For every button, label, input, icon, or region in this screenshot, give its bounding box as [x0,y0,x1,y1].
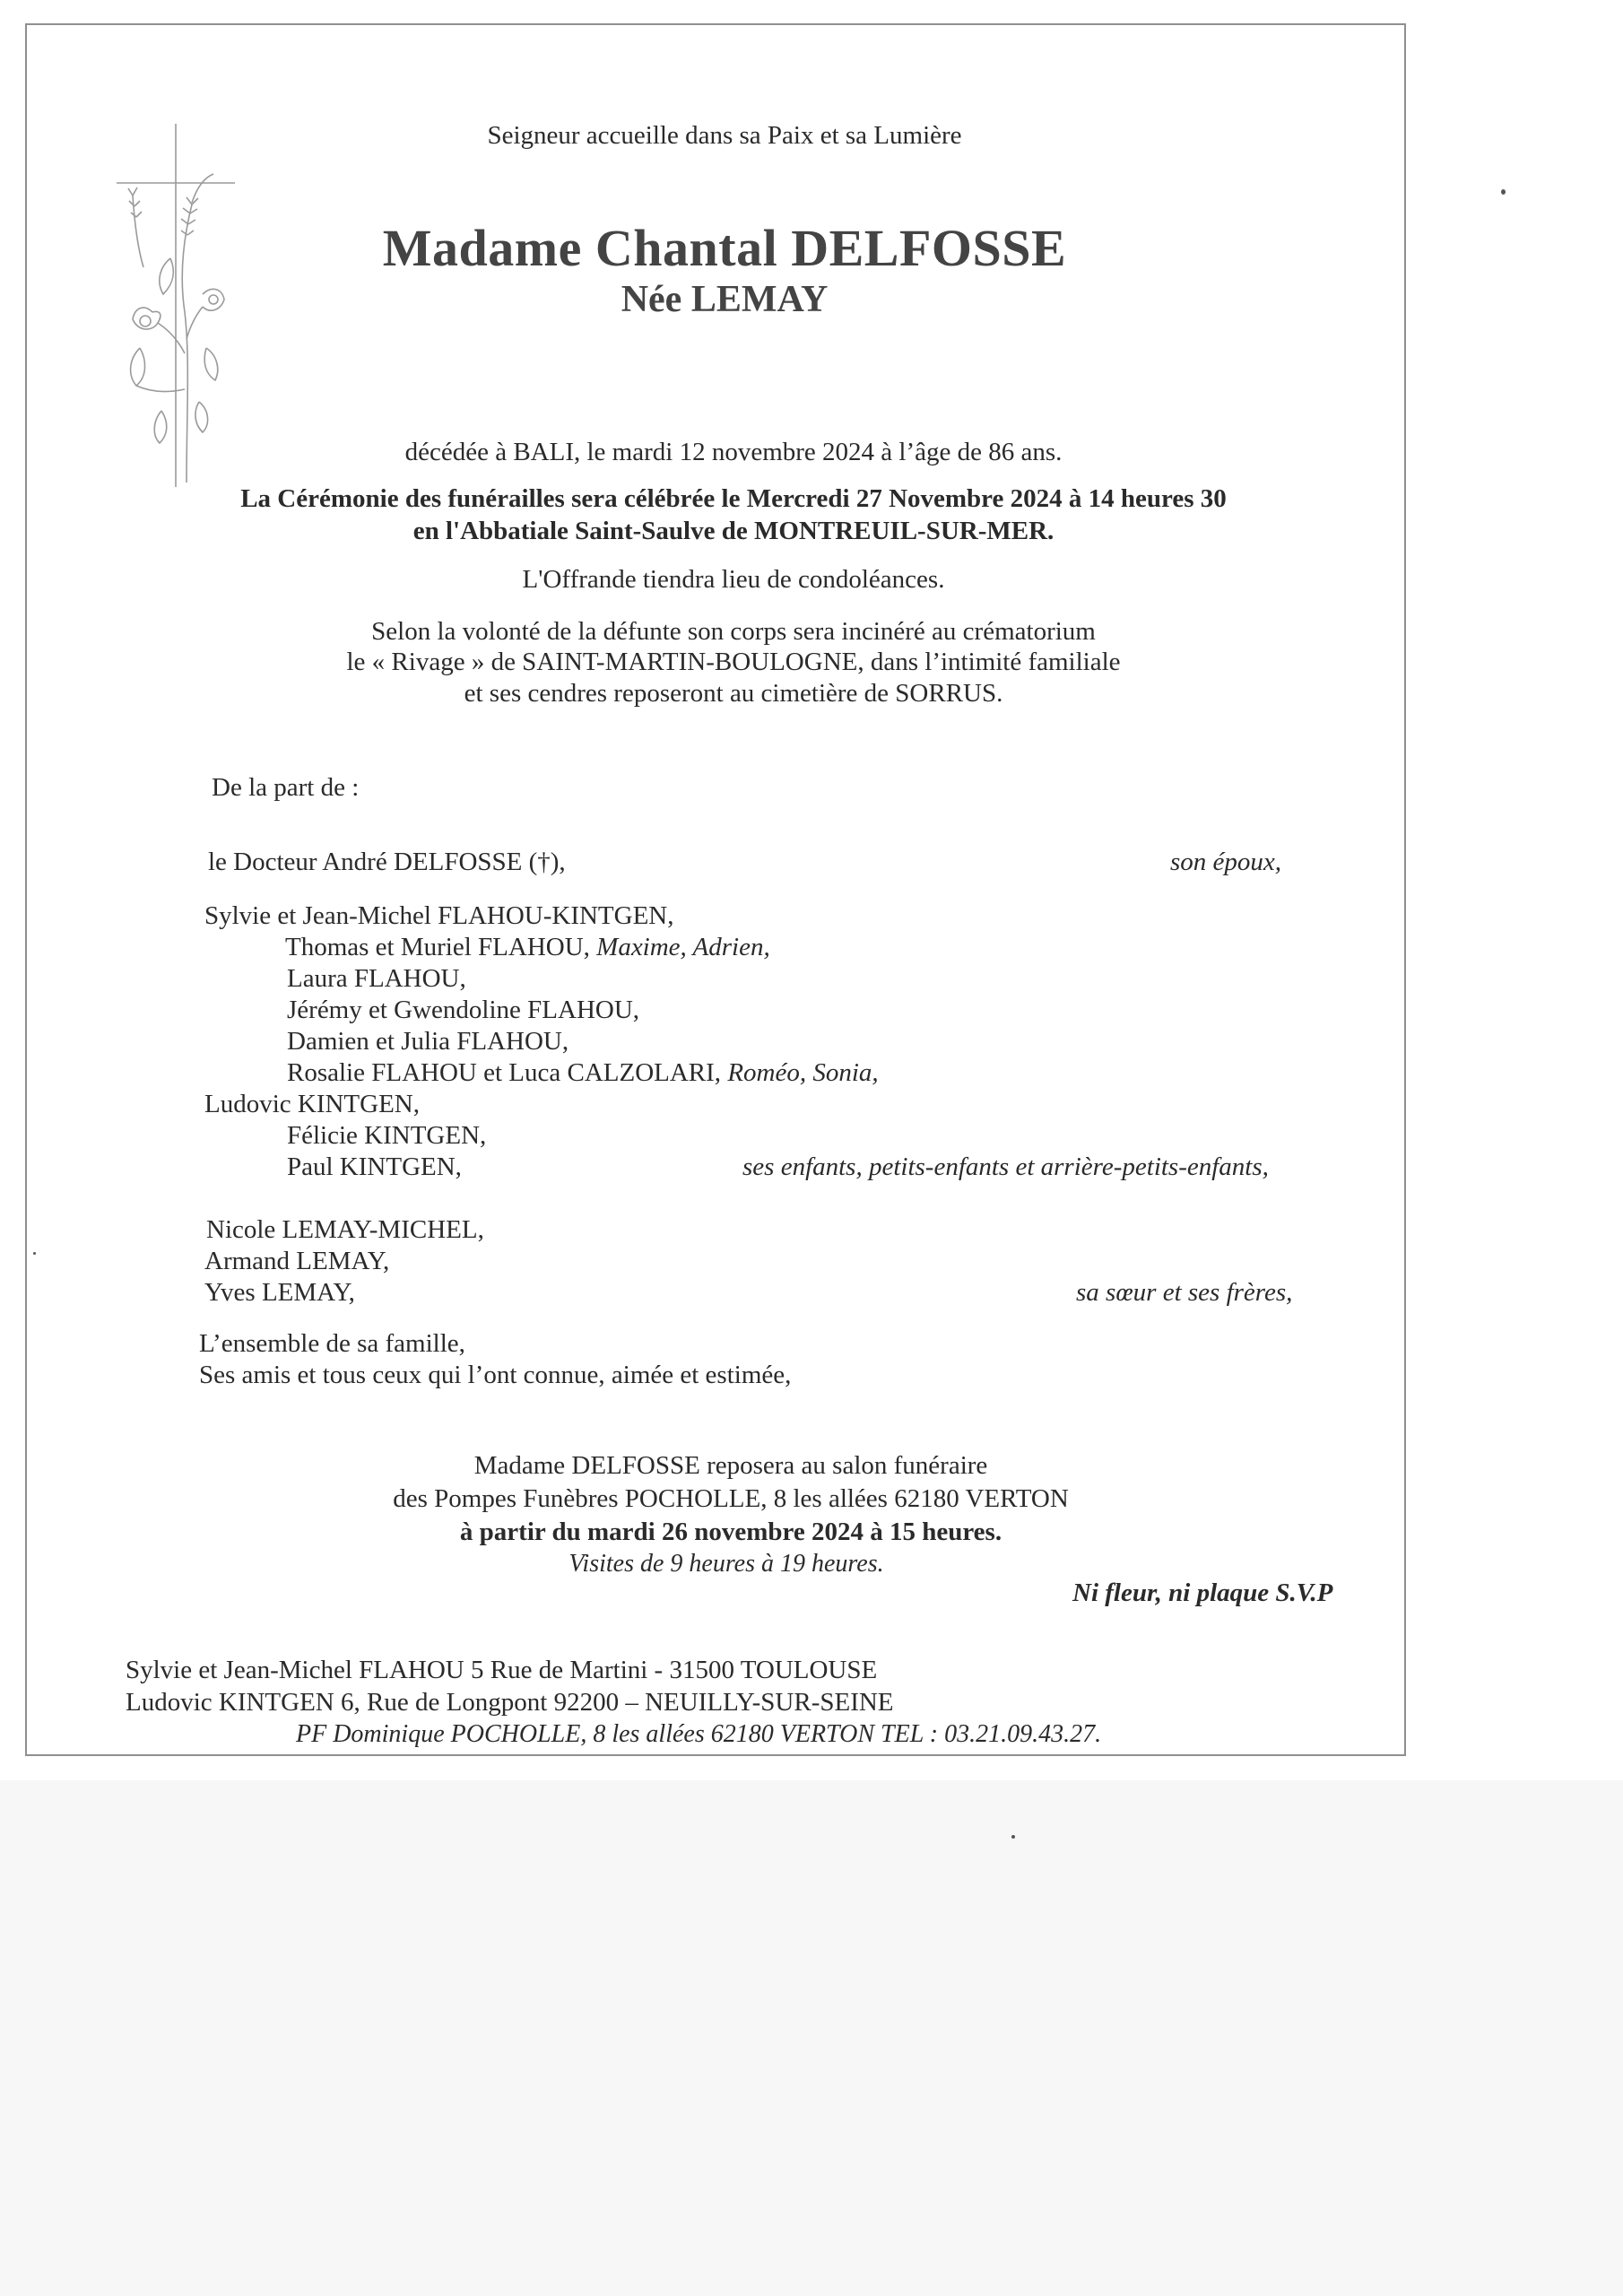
grandchild-entry: Thomas et Muriel FLAHOU, Maxime, Adrien, [285,933,770,961]
extended-family: L’ensemble de sa famille, [199,1329,465,1358]
great-grandchildren: Maxime, Adrien, [596,933,770,961]
siblings-relation: sa sœur et ses frères, [1076,1278,1293,1307]
grandchild-entry: Paul KINTGEN, [287,1152,462,1181]
spouse-name: le Docteur André DELFOSSE (†), [208,848,566,876]
cremation-line-2: le « Rivage » de SAINT-MARTIN-BOULOGNE, dans l’intimité familiale [346,648,1121,676]
friends-line: Ses amis et tous ceux qui l’ont connue, aimée et estimée, [199,1361,792,1389]
invocation-text: Seigneur accueille dans sa Paix et sa Lumière [487,121,962,150]
grandchild-entry: Félicie KINTGEN, [287,1121,487,1150]
child-entry: Sylvie et Jean-Michel FLAHOU-KINTGEN, [204,901,674,930]
cremation-line-3: et ses cendres reposeront au cimetière de SORRUS. [464,679,1003,708]
cross-flowers-icon [117,124,242,491]
viewing-line-1: Madame DELFOSSE reposera au salon funéraire [473,1451,988,1480]
grandchild-entry: Laura FLAHOU, [287,964,466,993]
death-notice: décédée à BALI, le mardi 12 novembre 2024 à l’âge de 86 ans. [404,438,1063,466]
spouse-relation: son époux, [1170,848,1282,876]
scan-speck [33,1252,36,1255]
grandchild-entry: Rosalie FLAHOU et Luca CALZOLARI, Roméo, Sonia, [287,1058,879,1087]
maiden-name: Née LEMAY [621,279,829,320]
sibling-entry: Yves LEMAY, [204,1278,355,1307]
grandchild-entry: Damien et Julia FLAHOU, [287,1027,569,1056]
no-flowers-note: Ni fleur, ni plaque S.V.P [1072,1578,1333,1607]
children-relation: ses enfants, petits-enfants et arrière-petits-enfants, [742,1152,1269,1181]
address-kintgen: Ludovic KINTGEN 6, Rue de Longpont 92200 – NEUILLY-SUR-SEINE [126,1688,894,1717]
offering-note: L'Offrande tiendra lieu de condoléances. [522,565,945,594]
deceased-name: Madame Chantal DELFOSSE [382,219,1067,277]
viewing-line-2: des Pompes Funèbres POCHOLLE, 8 les allées 62180 VERTON [393,1484,1069,1513]
scan-speck [1501,189,1506,195]
viewing-date: à partir du mardi 26 novembre 2024 à 15 heures. [459,1518,1002,1546]
address-flahou: Sylvie et Jean-Michel FLAHOU 5 Rue de Martini - 31500 TOULOUSE [126,1656,878,1684]
ceremony-line-1: La Cérémonie des funérailles sera célébrée le Mercredi 27 Novembre 2024 à 14 heures 30 [240,484,1227,513]
sibling-entry: Nicole LEMAY-MICHEL, [206,1215,484,1244]
child-entry: Ludovic KINTGEN, [204,1090,421,1118]
visiting-hours: Visites de 9 heures à 19 heures. [568,1550,884,1578]
ceremony-line-2: en l'Abbatiale Saint-Saulve de MONTREUIL-SUR-MER. [412,517,1055,545]
family-intro: De la part de : [212,773,360,802]
sibling-entry: Armand LEMAY, [204,1247,390,1275]
great-grandchildren: Roméo, Sonia, [727,1058,879,1087]
funeral-home-contact: PF Dominique POCHOLLE, 8 les allées 62180 VERTON TEL : 03.21.09.43.27. [296,1720,1102,1748]
cremation-line-1: Selon la volonté de la défunte son corps sera incinéré au crématorium [371,617,1096,646]
grandchild-entry: Jérémy et Gwendoline FLAHOU, [287,996,640,1024]
scan-background [0,1780,1623,2296]
scan-speck [1011,1835,1015,1839]
